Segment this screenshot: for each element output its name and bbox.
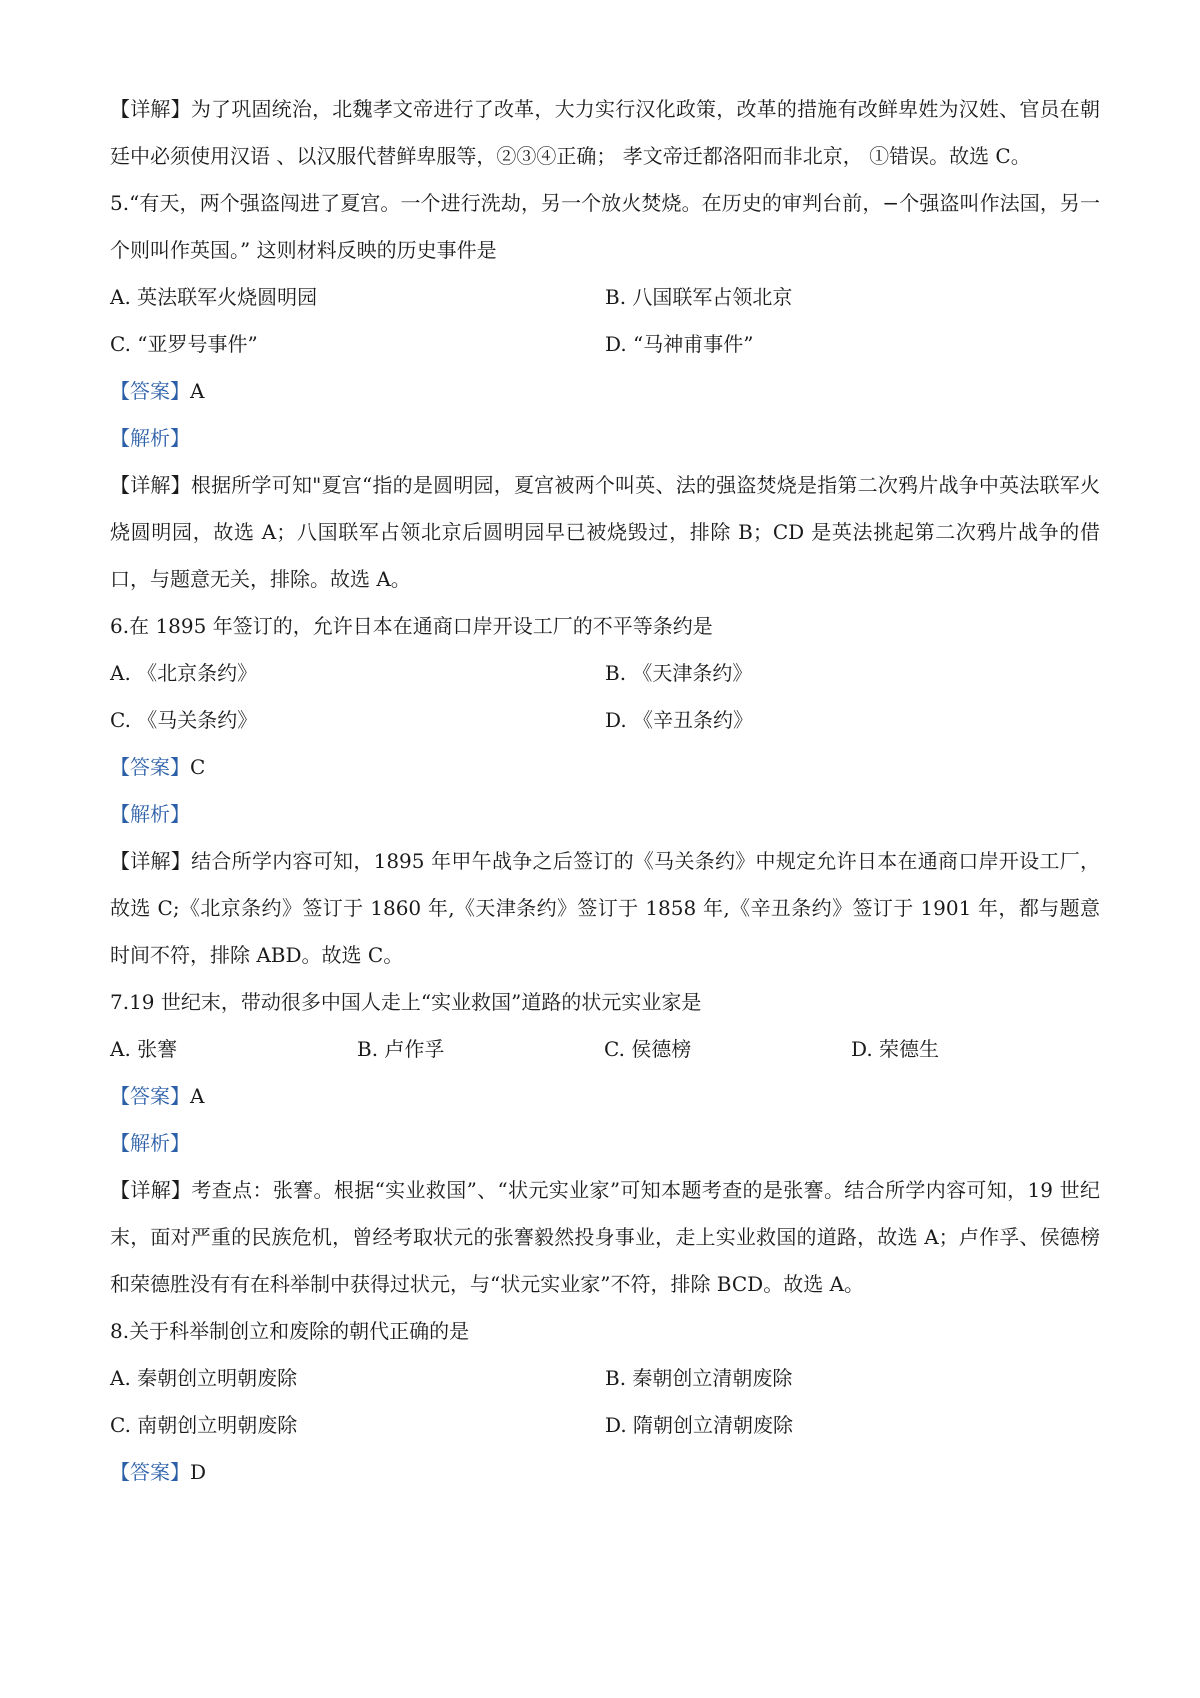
q6-option-b: B. 《天津条约》 xyxy=(605,661,753,685)
answer-tag: 【答案】 xyxy=(110,1084,190,1108)
answer-value: A xyxy=(190,379,205,403)
q5-option-a: A. 英法联军火烧圆明园 xyxy=(110,285,318,309)
q4-detail xyxy=(110,86,1100,180)
answer-value: C xyxy=(190,755,206,779)
q8-option-a: A. 秦朝创立明朝废除 xyxy=(110,1366,298,1390)
answer-tag: 【答案】 xyxy=(110,1460,190,1484)
answer-tag: 【答案】 xyxy=(110,379,190,403)
q5-answer xyxy=(110,368,1100,415)
q7-stem: 7.19 世纪末，带动很多中国人走上“实业救国”道路的状元实业家是 xyxy=(110,990,702,1014)
q5-stem: 5.“有天，两个强盗闯进了夏宫。一个进行洗劫，另一个放火焚烧。在历史的审判台前，−个强盗叫作法国，另一个则叫作英国。” 这则材料反映的历史事件是 xyxy=(110,191,1100,262)
q5-options-row-1 xyxy=(110,274,1100,321)
detail-tag: 【详解】 xyxy=(110,1178,192,1202)
q5-option-d: D. “马神甫事件” xyxy=(605,332,754,356)
q7-option-c: C. 侯德榜 xyxy=(604,1037,692,1061)
q8-option-c: C. 南朝创立明朝废除 xyxy=(110,1413,298,1437)
q6-option-d: D. 《辛丑条约》 xyxy=(605,708,754,732)
q6-stem: 6.在 1895 年签订的，允许日本在通商口岸开设工厂的不平等条约是 xyxy=(110,614,713,638)
detail-text: 根据所学可知"夏宫“指的是圆明园，夏宫被两个叫英、法的强盗焚烧是指第二次鸦片战争中英法联军火烧圆明园，故选 A；八国联军占领北京后圆明园早已被烧毁过，排除 B；CD 是英法挑起第二次鸦片战争的借口，与题意无关，排除。故选 A。 xyxy=(110,473,1100,591)
answer-value: D xyxy=(190,1460,207,1484)
q7-analysis-tag: 【解析】 xyxy=(110,1131,190,1155)
q8-option-d: D. 隋朝创立清朝废除 xyxy=(605,1413,794,1437)
q8-stem: 8.关于科举制创立和废除的朝代正确的是 xyxy=(110,1319,470,1343)
answer-tag: 【答案】 xyxy=(110,755,190,779)
detail-tag: 【详解】 xyxy=(110,473,191,497)
q6-option-a: A. 《北京条约》 xyxy=(110,661,258,685)
q7-option-b: B. 卢作孚 xyxy=(357,1037,445,1061)
answer-value: A xyxy=(190,1084,205,1108)
detail-text: 为了巩固统治，北魏孝文帝进行了改革，大力实行汉化政策，改革的措施有改鲜卑姓为汉姓、官员在朝廷中必须使用汉语 、以汉服代替鲜卑服等，②③④正确； 孝文帝迁都洛阳而非北京， ①错误。故选 C。 xyxy=(110,97,1101,168)
q7-option-d: D. 荣德生 xyxy=(851,1037,940,1061)
q6-option-c: C. 《马关条约》 xyxy=(110,708,258,732)
q5-analysis-tag: 【解析】 xyxy=(110,426,190,450)
detail-text: 考查点：张謇。根据“实业救国”、“状元实业家”可知本题考查的是张謇。结合所学内容可知，19 世纪末，面对严重的民族危机，曾经考取状元的张謇毅然投身事业，走上实业救国的道路，故选 A；卢作孚、侯德榜和荣德胜没有有在科举制中获得过状元，与“状元实业家”不符，排除 BCD。故选 A。 xyxy=(110,1178,1100,1296)
q5-options-row-2 xyxy=(110,321,1100,368)
q8-option-b: B. 秦朝创立清朝废除 xyxy=(605,1366,793,1390)
q8-answer xyxy=(110,1449,1100,1496)
q5-option-c: C. “亚罗号事件” xyxy=(110,332,258,356)
q6-options-row-1 xyxy=(110,650,1100,697)
q6-options-row-2 xyxy=(110,697,1100,744)
q7-answer xyxy=(110,1073,1100,1120)
detail-tag: 【详解】 xyxy=(110,849,192,873)
q6-analysis-tag: 【解析】 xyxy=(110,802,190,826)
detail-tag: 【详解】 xyxy=(110,97,191,121)
q6-answer xyxy=(110,744,1100,791)
q7-detail xyxy=(110,1167,1100,1308)
q7-options-row xyxy=(110,1026,1100,1073)
detail-text: 结合所学内容可知，1895 年甲午战争之后签订的《马关条约》中规定允许日本在通商口岸开设工厂，故选 C;《北京条约》签订于 1860 年,《天津条约》签订于 1858 年,《辛丑条约》签订于 1901 年，都与题意时间不符，排除 ABD。故选 C。 xyxy=(110,849,1100,967)
q5-detail xyxy=(110,462,1100,603)
q8-options-row-2 xyxy=(110,1402,1100,1449)
q6-detail xyxy=(110,838,1100,979)
q8-options-row-1 xyxy=(110,1355,1100,1402)
q7-option-a: A. 张謇 xyxy=(110,1037,178,1061)
q5-option-b: B. 八国联军占领北京 xyxy=(605,285,793,309)
document-page xyxy=(110,86,1100,1496)
